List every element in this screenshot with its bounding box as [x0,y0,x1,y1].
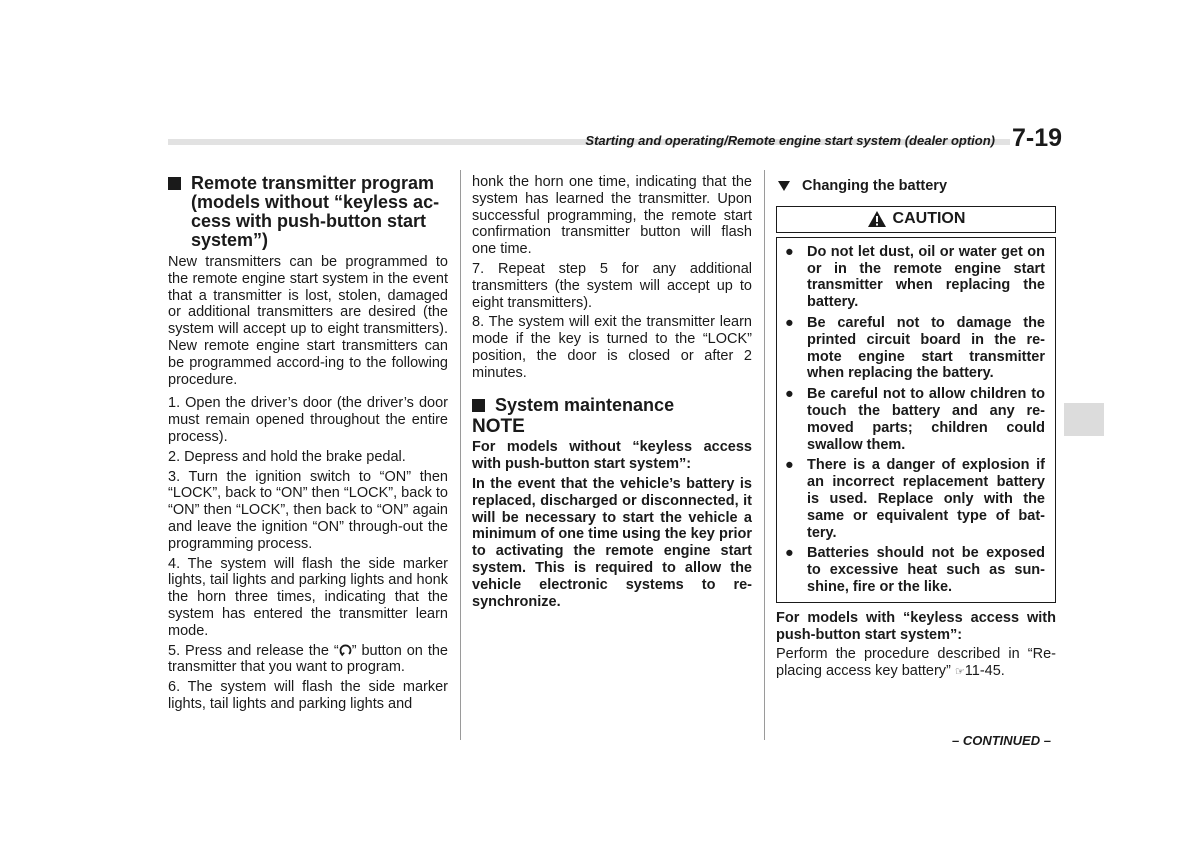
step-3: 3. Turn the ignition switch to “ON” then “LOCK”, back to “ON” then “LOCK”, back to “ON” then “LOCK”, then back to “ON” again and leave the ignition “ON” through-out the programming process. [168,468,448,552]
column-2 [472,174,752,613]
section-heading-system-maintenance [472,396,752,415]
column-3 [776,174,1056,684]
caution-label: CAUTION [892,209,966,227]
bullet-icon: ● [785,386,794,403]
caution-box [776,237,1056,603]
section-title: Remote transmitter program (models without “keyless ac-cess with push-button start system”) [191,173,440,250]
warning-icon [867,210,887,228]
caution-item-text: Do not let dust, oil or water get on or in the remote engine start transmitter when replacing the battery. [807,243,1045,311]
bullet-icon: ● [785,545,794,562]
caution-item [785,545,1045,595]
step-1: 1. Open the driver’s door (the driver’s door must remain opened throughout the entire process). [168,395,448,445]
bullet-icon: ● [785,314,794,331]
square-bullet-icon [168,177,181,190]
subsection-heading [776,178,1056,195]
step-5-text-a: 5. Press and release the “ [168,642,339,659]
bullet-icon: ● [785,243,794,260]
square-bullet-icon [472,399,485,412]
step-7: 7. Repeat step 5 for any additional transmitters (the system will accept up to eight transmitters). [472,260,752,311]
step-5 [168,643,448,677]
section-heading-remote-transmitter [168,174,448,250]
reference-page-link[interactable]: 11-45. [964,663,1005,680]
step-8: 8. The system will exit the transmitter learn mode if the key is turned to the “LOCK” position, the door is closed or after 2 minutes. [472,314,752,381]
caution-item-text: Be careful not to allow children to touch the battery and any re-moved parts; children could swallow them. [807,386,1045,453]
section-title: System maintenance [495,394,675,415]
step-5-text-b: ” button on the transmitter that you want to program. [168,642,448,676]
caution-item-text: Be careful not to damage the printed circuit board in the re-mote engine start transmitter when replacing the battery. [807,314,1045,382]
caution-item [785,315,1045,382]
step-2: 2. Depress and hold the brake pedal. [168,448,406,465]
caution-header [776,206,1056,233]
caution-item-text: There is a danger of explosion if an incorrect replacement battery is used. Replace only with the same or equivalent type of bat-tery. [807,457,1045,541]
intro-paragraph: New transmitters can be programmed to the remote engine start system in the event that a transmitter is lost, stolen, damaged or additional transmitters are desired (the system will accept up to eight transmitters). New remote engine start transmitters can be programmed accord-ing to the following procedure. [168,254,448,388]
step-4: 4. The system will flash the side marker lights, tail lights and parking lights and honk the horn three times, indicating that the system has entered the transmitter learn mode. [168,555,448,639]
caution-item-text: Batteries should not be exposed to excessive heat such as sun-shine, fire or the like. [807,545,1045,595]
caution-item [785,244,1045,311]
continued-footer: – CONTINUED – [952,733,1051,748]
chapter-tab [1064,403,1104,436]
keyless-body-text: Perform the procedure described in “Re-placing access key battery” [776,646,1056,680]
column-1 [168,174,448,716]
note-body: In the event that the vehicle’s battery is replaced, discharged or disconnected, it will be necessary to start the vehicle a minimum of one time using the key prior to activating the remote engine start system. This is required to allow the vehicle electronic systems to re-synchronize. [472,475,752,610]
caution-item [785,386,1045,453]
note-subheading: For models without “keyless access with push-button start system”: [472,439,752,473]
keyless-body [776,646,1056,681]
bullet-icon: ● [785,457,794,474]
keyless-subheading: For models with “keyless access with push-button start system”: [776,609,1056,643]
reference-arrow-icon: ☞ [954,666,965,679]
caution-item [785,457,1045,541]
column-divider-2 [764,170,765,740]
note-heading: NOTE [472,415,525,437]
column-divider-1 [460,170,461,740]
step-6-continued: honk the horn one time, indicating that the system has learned the transmitter. Upon successful programming, the remote start confirmation transmitter button will flash one time. [472,174,752,258]
triangle-bullet-icon [778,181,790,191]
running-title: Starting and operating/Remote engine start system (dealer option) [585,133,995,148]
page-number: 7-19 [1012,124,1063,152]
step-6: 6. The system will flash the side marker lights, tail lights and parking lights and [168,679,448,712]
remote-start-icon [339,644,352,657]
subsection-title: Changing the battery [802,178,948,194]
